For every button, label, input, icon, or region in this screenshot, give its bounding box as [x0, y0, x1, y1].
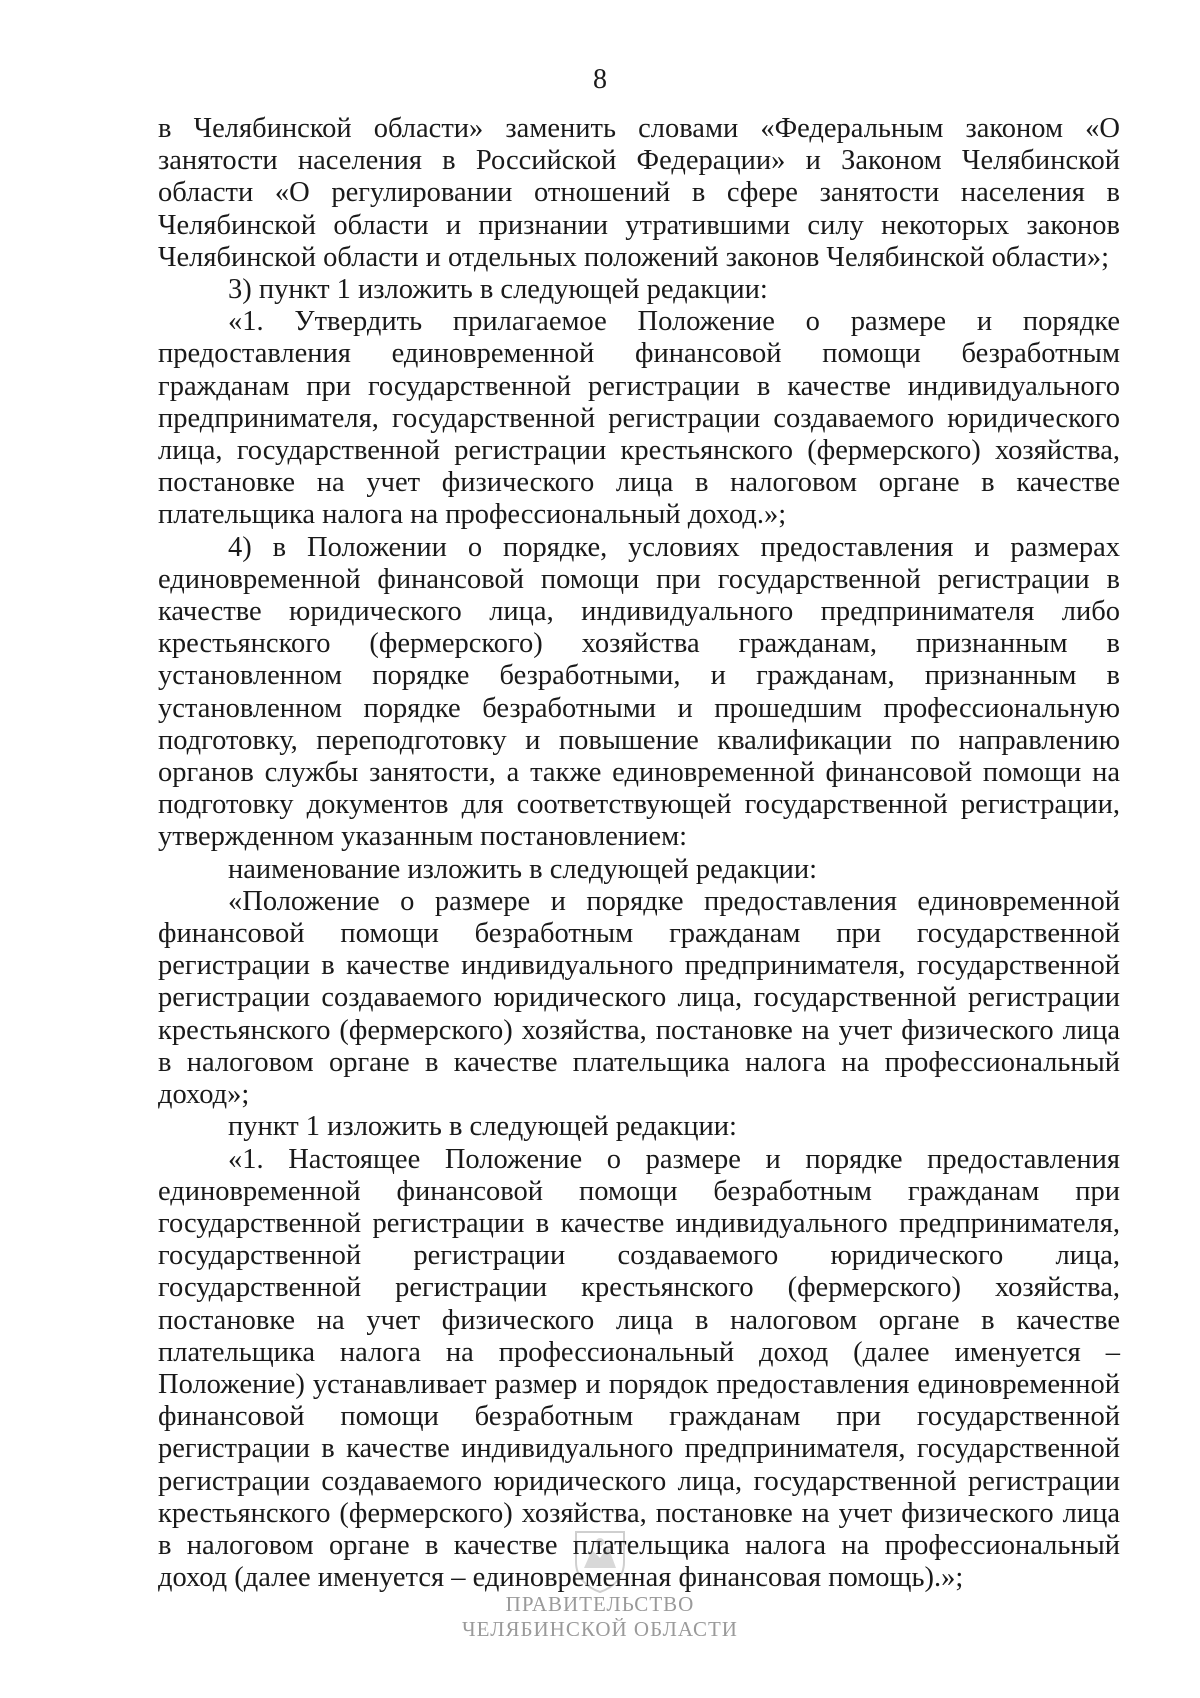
paragraph: 3) пункт 1 изложить в следующей редакции: [228, 274, 768, 306]
paragraph: «1. Утвердить прилагаемое Положение о размере и порядке предоставления единовременной финансовой помощи безработным гражданам при государственной регистрации в качестве индивидуального предпринимателя, государственной регистрации создаваемого юридического лица, государственной регистрации крестьянского (фермерского) хозяйства, постановке на учет физического лица в налоговом органе в качестве плательщика налога на профессиональный доход.»; [158, 306, 1120, 531]
coat-of-arms-icon [570, 1528, 630, 1594]
paragraph: наименование изложить в следующей редакции: [228, 853, 818, 885]
paragraph: в Челябинской области» заменить словами «Федеральным законом «О занятости населения в Российской Федерации» и Законом Челябинской области «О регулировании отношений в сфере занятости населения в Челябинской области и признании утратившими силу некоторых законов Челябинской области и отдельных положений законов Челябинской области»; [158, 113, 1120, 273]
government-stamp-watermark [0, 1592, 1200, 1642]
watermark-line: ПРАВИТЕЛЬСТВО [505, 1592, 695, 1616]
paragraph: «Положение о размере и порядке предоставления единовременной финансовой помощи безработным гражданам при государственной регистрации в качестве индивидуального предпринимателя, государственной регистрации создаваемого юридического лица, государственной регистрации крестьянского (фермерского) хозяйства, постановке на учет физического лица в налоговом органе в качестве плательщика налога на профессиональный доход»; [158, 885, 1120, 1111]
document-body [158, 113, 1120, 1594]
page-number: 8 [593, 64, 607, 95]
paragraph: «1. Настоящее Положение о размере и порядке предоставления единовременной финансовой помощи безработным гражданам при государственной регистрации в качестве индивидуального предпринимателя, государственной регистрации создаваемого юридического лица, государственной регистрации крестьянского (фермерского) хозяйства, постановке на учет физического лица в налоговом органе в качестве плательщика налога на профессиональный доход (далее именуется – Положение) устанавливает размер и порядок предоставления единовременной финансовой помощи безработным гражданам при государственной регистрации в качестве индивидуального предпринимателя, государственной регистрации создаваемого юридического лица, государственной регистрации крестьянского (фермерского) хозяйства, постановке на учет физического лица в налоговом органе в качестве плательщика налога на профессиональный доход (далее именуется – единовременная финансовая помощь).»; [158, 1143, 1120, 1594]
watermark-line: ЧЕЛЯБИНСКОЙ ОБЛАСТИ [462, 1617, 738, 1641]
paragraph: пункт 1 изложить в следующей редакции: [228, 1111, 737, 1143]
paragraph: 4) в Положении о порядке, условиях предоставления и размерах единовременной финансовой помощи при государственной регистрации в качестве юридического лица, индивидуального предпринимателя либо крестьянского (фермерского) хозяйства гражданам, признанным в установленном порядке безработными, и гражданам, признанным в установленном порядке безработными и прошедшим профессиональную подготовку, переподготовку и повышение квалификации по направлению органов службы занятости, а также единовременной финансовой помощи на подготовку документов для соответствующей государственной регистрации, утвержденном указанным постановлением: [158, 531, 1120, 853]
